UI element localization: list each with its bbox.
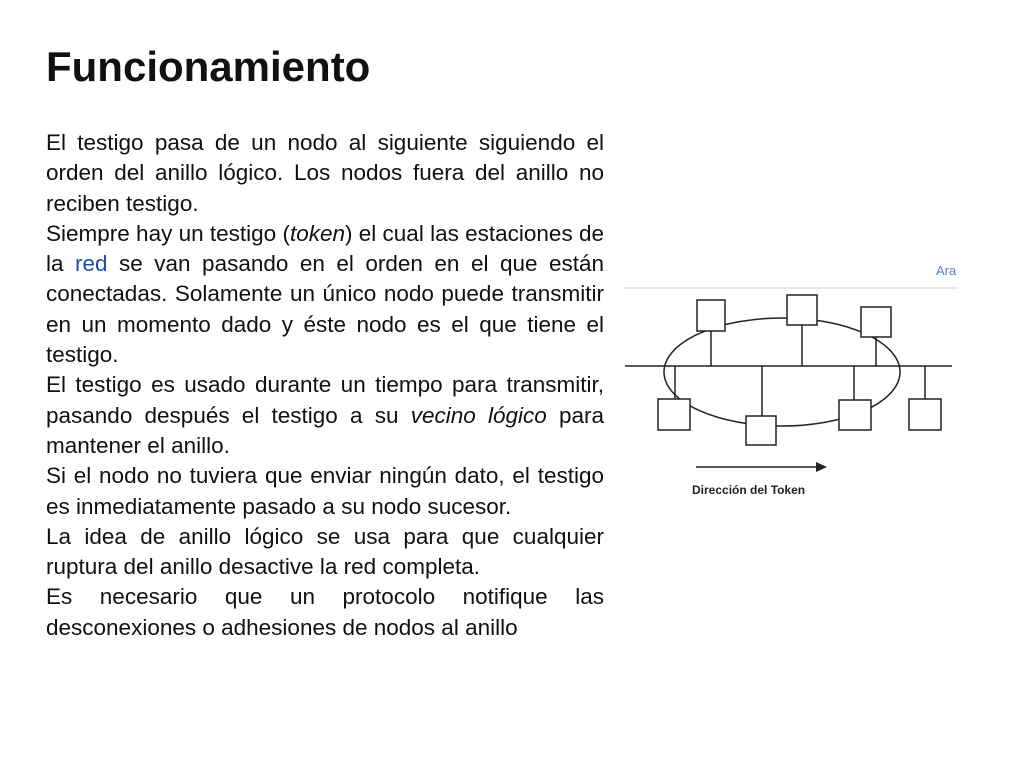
- paragraph-token-usage: [46, 370, 604, 461]
- arrow-right-icon: [816, 462, 827, 472]
- station-node: [697, 300, 725, 331]
- text-fragment: Siempre hay un testigo (: [46, 220, 290, 246]
- body-text: [46, 128, 604, 643]
- text-fragment: El testigo es usado durante un tiempo para transmitir, pasando después el testigo a su: [46, 372, 604, 428]
- text-fragment: se van pasando en el orden en el que están conectadas. Solamente un único nodo puede transmitir en un momento dado y éste nodo es el que tiene el testigo.: [46, 251, 605, 368]
- token-bus-svg: [620, 262, 960, 502]
- token-bus-diagram: [620, 262, 960, 502]
- cropped-corner-text: Ara: [936, 263, 957, 278]
- red-link[interactable]: red: [75, 251, 108, 277]
- direction-caption: Dirección del Token: [692, 483, 806, 497]
- paragraph-token-passing: El testigo pasa de un nodo al siguiente siguiendo el orden del anillo lógico. Los nodos fuera del anillo no reciben testigo.: [46, 130, 604, 216]
- logical-neighbor-term: vecino lógico: [410, 402, 547, 428]
- paragraph-token-definition: [46, 219, 604, 370]
- paragraph-ring-break: La idea de anillo lógico se usa para que cualquier ruptura del anillo desactive la red completa.: [46, 523, 604, 580]
- slide-title: Funcionamiento: [46, 43, 371, 90]
- station-node: [909, 399, 941, 430]
- text-fragment: para mantener el anillo.: [46, 402, 604, 458]
- station-node: [658, 399, 690, 430]
- paragraph-protocol: Es necesario que un protocolo notifique las desconexiones o adhesiones de nodos al anillo: [46, 584, 604, 640]
- token-term: token: [289, 220, 345, 246]
- station-node: [787, 295, 817, 325]
- paragraph-no-data: Si el nodo no tuviera que enviar ningún dato, el testigo es inmediatamente pasado a su nodo sucesor.: [46, 463, 604, 519]
- station-node: [861, 307, 891, 337]
- station-node: [746, 416, 776, 445]
- text-fragment: ) el cual las estaciones de la: [46, 220, 604, 277]
- station-node: [839, 400, 871, 430]
